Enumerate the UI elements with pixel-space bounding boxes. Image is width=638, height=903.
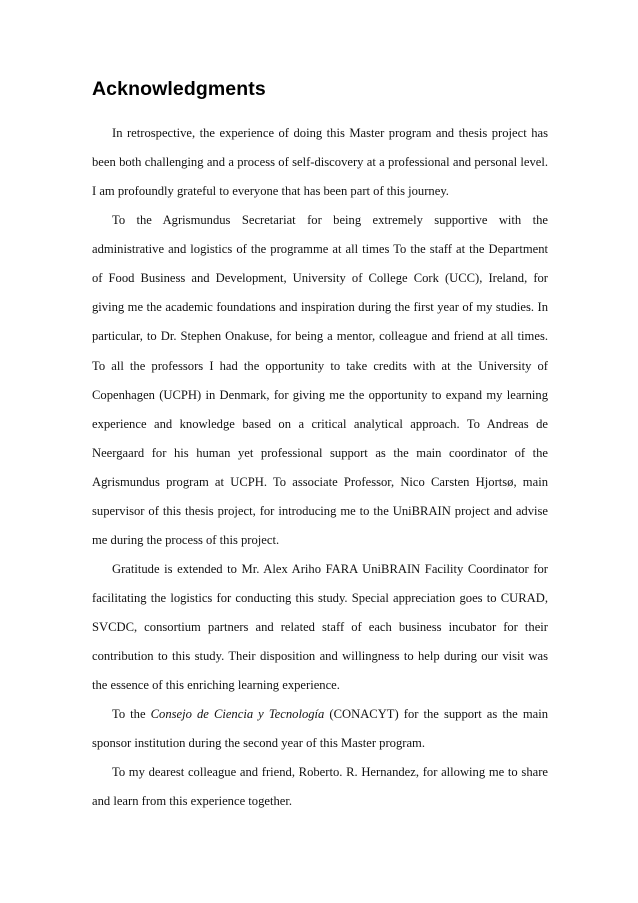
- paragraph-text: To the: [112, 707, 151, 722]
- paragraph-3: [92, 555, 548, 700]
- paragraph-text: To my dearest colleague and friend, Roberto. R. Hernandez, for allowing me to share and learn from this experience together.: [92, 765, 548, 809]
- italic-text: Consejo de Ciencia y Tecnología: [150, 707, 325, 722]
- paragraph-text: Gratitude is extended to Mr. Alex Ariho FARA UniBRAIN Facility Coordinator for facilitating the logistics for conducting this study. Special appreciation goes to CURAD, SVCDC, consortium partners and related staff of each business incubator for their contribution to this study. Their disposition and willingness to help during our visit was the essence of this enriching learning experience.: [92, 561, 548, 693]
- paragraph-4: [92, 700, 548, 758]
- paragraph-text: In retrospective, the experience of doing this Master program and thesis project has been both challenging and a process of self-discovery at a professional and personal level. I am profoundly grateful to everyone that has been part of this journey.: [92, 126, 548, 199]
- paragraph-2: [92, 206, 548, 555]
- page-title: Acknowledgments: [92, 78, 266, 100]
- acknowledgments-body: [92, 119, 548, 817]
- paragraph-5: [92, 758, 548, 816]
- paragraph-text: To the Agrismundus Secretariat for being extremely supportive with the administrative and logistics of the programme at all times To the staff at the Department of Food Business and Development, University of College Cork (UCC), Ireland, for giving me the academic foundations and inspiration during the first year of my studies. In particular, to Dr. Stephen Onakuse, for being a mentor, colleague and friend at all times. To all the professors I had the opportunity to take credits with at the University of Copenhagen (UCPH) in Denmark, for giving me the opportunity to expand my learning experience and knowledge based on a critical analytical approach. To Andreas de Neergaard for his human yet professional support as the main coordinator of the Agrismundus program at UCPH. To associate Professor, Nico Carsten Hjortsø, main supervisor of this thesis project, for introducing me to the UniBRAIN project and advise me during the process of this project.: [92, 213, 548, 547]
- paragraph-1: [92, 119, 548, 206]
- paragraph-text: (CONACYT) for the support as the main sponsor institution during the second year of this Master program.: [92, 707, 549, 751]
